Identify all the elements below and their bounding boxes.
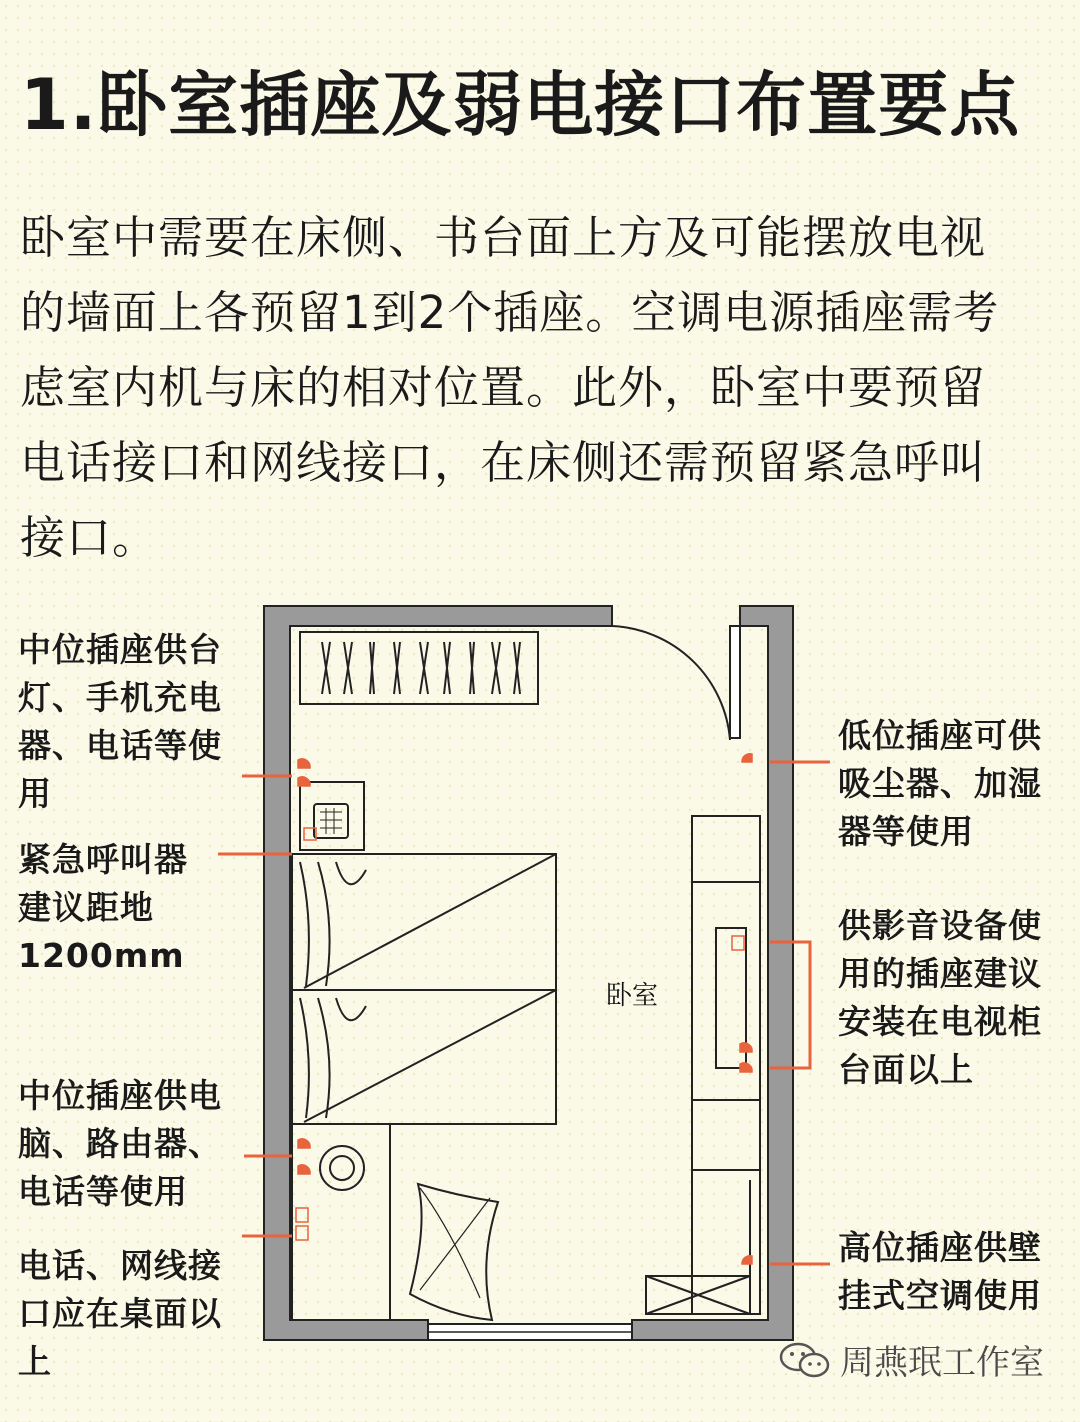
note-line: 安装在电视柜 — [838, 1002, 1042, 1041]
intro-paragraph — [20, 200, 1070, 575]
watermark — [778, 1335, 1044, 1384]
network-port-icon — [296, 1208, 308, 1222]
wall-right — [632, 606, 793, 1340]
note-line: 用的插座建议 — [838, 954, 1042, 993]
socket-icon — [298, 759, 310, 786]
bed — [292, 854, 556, 1124]
socket-icon — [298, 1139, 310, 1174]
bedroom-floor-plan — [0, 590, 1080, 1370]
intro-line: 电话接口和网线接口，在床侧还需预留紧急呼叫 — [20, 436, 987, 489]
network-port-icon — [732, 936, 744, 950]
intro-line: 的墙面上各预留1到2个插座。空调电源插座需考 — [20, 286, 1000, 339]
socket-icon — [742, 1256, 752, 1264]
door — [612, 606, 740, 740]
phone-port-icon — [296, 1226, 308, 1240]
note-line: 脑、路由器、 — [18, 1124, 222, 1163]
note-line: 1200mm — [18, 936, 185, 975]
note-line: 中位插座供电 — [18, 1076, 222, 1115]
note-line: 电话等使用 — [18, 1172, 188, 1211]
note-line: 用 — [18, 774, 52, 813]
wall-left-top — [264, 606, 612, 1340]
note-line: 紧急呼叫器 — [18, 840, 188, 879]
note-line: 上 — [18, 1342, 52, 1381]
intro-line: 虑室内机与床的相对位置。此外，卧室中要预留 — [20, 361, 987, 414]
note-line: 灯、手机充电 — [18, 678, 222, 717]
note-line: 供影音设备使 — [838, 906, 1042, 945]
telephone-icon — [314, 804, 348, 838]
note-line: 高位插座供壁 — [838, 1228, 1042, 1267]
wechat-icon — [778, 1340, 832, 1380]
note-line: 中位插座供台 — [18, 630, 222, 669]
room-label: 卧室 — [605, 981, 659, 1011]
note-line: 器等使用 — [838, 812, 974, 851]
page-title: 1.卧室插座及弱电接口布置要点 — [20, 64, 1021, 146]
note-line: 电话、网线接 — [18, 1246, 222, 1285]
watermark-text: 周燕珉工作室 — [840, 1343, 1044, 1383]
socket-icon — [742, 754, 752, 762]
note-line: 建议距地 — [18, 888, 154, 927]
wardrobe — [300, 632, 538, 704]
note-line: 吸尘器、加湿 — [838, 764, 1042, 803]
intro-line: 接口。 — [20, 511, 159, 564]
note-line: 口应在桌面以 — [18, 1294, 222, 1333]
leader-lines — [218, 762, 830, 1264]
note-line: 器、电话等使 — [18, 726, 222, 765]
intro-line: 卧室中需要在床侧、书台面上方及可能摆放电视 — [20, 211, 987, 264]
walls — [264, 606, 793, 1340]
note-line: 台面以上 — [838, 1050, 974, 1089]
note-line: 低位插座可供 — [838, 716, 1042, 755]
note-line: 挂式空调使用 — [838, 1276, 1042, 1315]
desk — [292, 1124, 498, 1320]
